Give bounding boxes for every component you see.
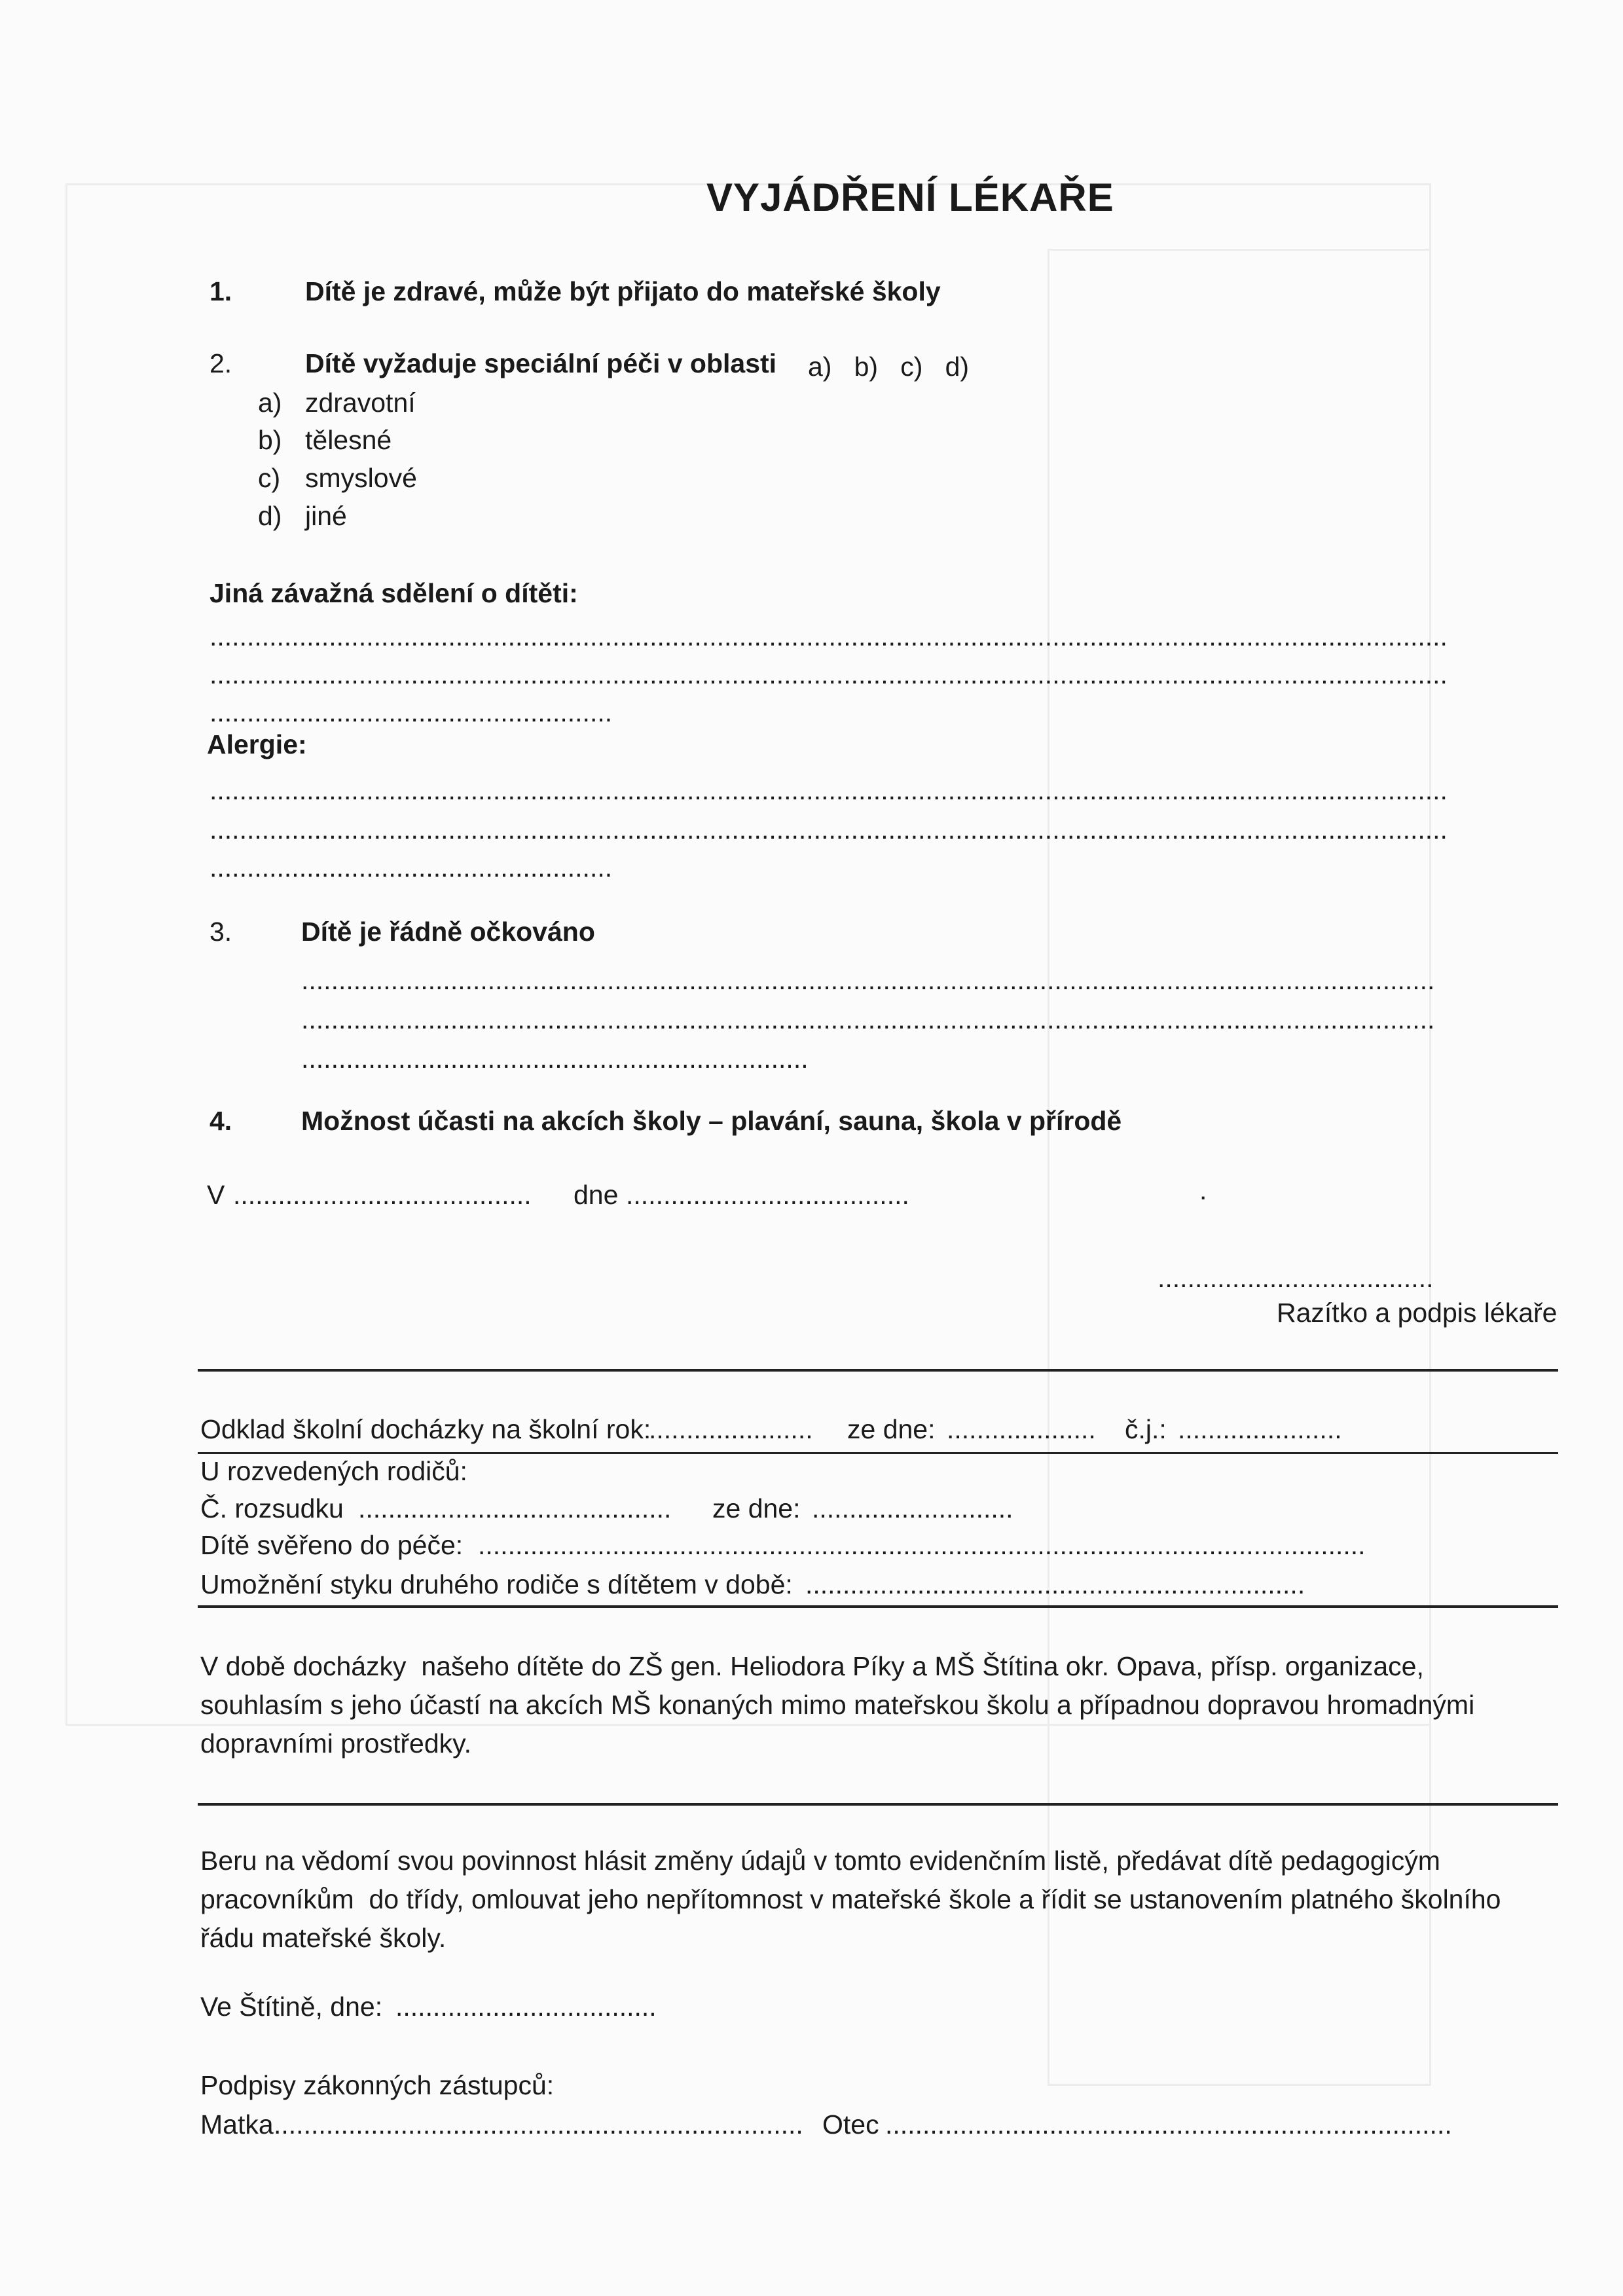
- custody-field: .......................................................................................................................: [478, 1530, 1366, 1560]
- item3-text: Dítě je řádně očkováno: [301, 917, 595, 947]
- deferral-ref-field: ......................: [1178, 1414, 1342, 1444]
- deferral-date-label: ze dne:: [847, 1414, 936, 1444]
- deferral-date-field: ....................: [947, 1414, 1096, 1444]
- item2-choices: a) b) c) d): [808, 352, 970, 382]
- option-letter-b: b): [258, 425, 282, 455]
- duty-line-3: řádu mateřské školy.: [200, 1923, 447, 1953]
- date-field: ......................................: [626, 1180, 909, 1210]
- item2-text: Dítě vyžaduje speciální péči v oblasti: [305, 348, 777, 378]
- bleed-through-box: [1048, 249, 1434, 2086]
- contact-label: Umožnění styku druhého rodiče s dítětem v době:: [200, 1569, 793, 1599]
- custody-label: Dítě svěřeno do péče:: [200, 1530, 464, 1560]
- legal-reps-label: Podpisy zákonných zástupců:: [200, 2070, 555, 2100]
- other-info-line-2: ......................................................................................................................................................................: [210, 659, 1448, 689]
- item3-number: 3.: [210, 917, 232, 947]
- option-label-a: zdravotní: [305, 388, 416, 418]
- other-info-label: Jiná závažná sdělení o dítěti:: [210, 578, 578, 608]
- duty-line-1: Beru na vědomí svou povinnost hlásit změny údajů v tomto evidenčním listě, předávat dítě pedagogicým: [200, 1846, 1440, 1876]
- allergy-line-2: ......................................................................................................................................................................: [210, 814, 1448, 845]
- deferral-label: Odklad školní docházky na školní rok:: [200, 1414, 651, 1444]
- divorced-label: U rozvedených rodičů:: [200, 1456, 467, 1486]
- vaccination-line-1: ........................................................................................................................................................: [301, 965, 1435, 995]
- option-letter-d: d): [258, 501, 282, 531]
- option-label-b: tělesné: [305, 425, 392, 455]
- stray-mark: .: [1199, 1175, 1207, 1205]
- item1-number: 1.: [210, 276, 232, 306]
- other-info-line-1: ......................................................................................................................................................................: [210, 621, 1448, 651]
- date-label: dne: [574, 1180, 619, 1210]
- place-field: ........................................: [233, 1180, 532, 1210]
- mother-label: Matka: [200, 2109, 274, 2140]
- item4-text: Možnost účasti na akcích školy – plavání, sauna, škola v přírodě: [301, 1106, 1122, 1136]
- place-label: V: [207, 1180, 225, 1210]
- deferral-ref-label: č.j.:: [1125, 1414, 1167, 1444]
- deferral-year-field: ......................: [649, 1414, 813, 1444]
- option-letter-a: a): [258, 388, 282, 418]
- mother-signature-field: .......................................................................: [274, 2109, 803, 2140]
- judgement-date-label: ze dne:: [712, 1493, 801, 1523]
- item1-text: Dítě je zdravé, může být přijato do mateřské školy: [305, 276, 941, 306]
- father-signature-field: ............................................................................: [885, 2109, 1452, 2140]
- vaccination-line-3: ....................................................................: [301, 1044, 809, 1074]
- allergy-line-1: ......................................................................................................................................................................: [210, 775, 1448, 805]
- page-title: VYJÁDŘENÍ LÉKAŘE: [706, 175, 1114, 219]
- contact-field: ...................................................................: [805, 1569, 1305, 1599]
- stamp-signature-line: .....................................: [1158, 1263, 1434, 1293]
- consent-line-3: dopravními prostředky.: [200, 1728, 471, 1758]
- place-date-label: Ve Štítině, dne:: [200, 1992, 383, 2022]
- vaccination-line-2: ........................................................................................................................................................: [301, 1004, 1435, 1034]
- other-info-line-3: ......................................................: [210, 697, 613, 727]
- option-letter-c: c): [258, 463, 281, 493]
- item2-number: 2.: [210, 348, 232, 378]
- divider-line: [198, 1369, 1558, 1372]
- judgement-no-label: Č. rozsudku: [200, 1493, 344, 1523]
- allergy-line-3: ......................................................: [210, 852, 613, 883]
- judgement-no-field: ..........................................: [358, 1493, 672, 1523]
- consent-line-2: souhlasím s jeho účastí na akcích MŠ konaných mimo mateřskou školu a případnou dopravou hromadnými: [200, 1690, 1475, 1720]
- father-label: Otec: [822, 2109, 879, 2140]
- item4-number: 4.: [210, 1106, 232, 1136]
- option-label-d: jiné: [305, 501, 347, 531]
- stamp-signature-label: Razítko a podpis lékaře: [1277, 1298, 1558, 1328]
- consent-line-1: V době docházky našeho dítěte do ZŠ gen. Heliodora Píky a MŠ Štítina okr. Opava, přísp. organizace,: [200, 1651, 1424, 1681]
- divider-line: [198, 1605, 1558, 1608]
- allergy-label: Alergie:: [207, 729, 307, 759]
- divider-line: [198, 1452, 1558, 1454]
- judgement-date-field: ...........................: [812, 1493, 1013, 1523]
- place-date-field: ...................................: [395, 1992, 657, 2022]
- divider-line: [198, 1803, 1558, 1806]
- option-label-c: smyslové: [305, 463, 417, 493]
- duty-line-2: pracovníkům do třídy, omlouvat jeho nepřítomnost v mateřské škole a řídit se ustanovením platného školního: [200, 1884, 1501, 1914]
